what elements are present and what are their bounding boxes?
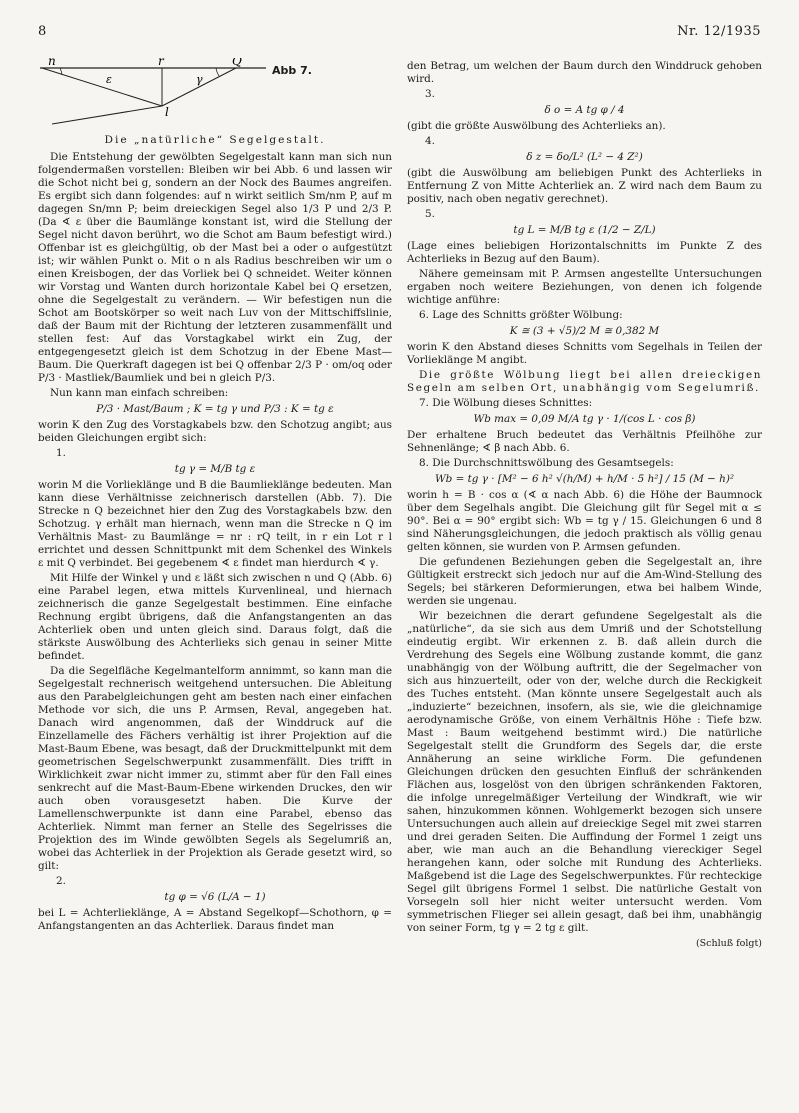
formula: tg φ = √6 (L/A − 1) <box>164 891 266 903</box>
paragraph: 6. Lage des Schnitts größter Wölbung: <box>419 309 623 321</box>
paragraph: 7. Die Wölbung dieses Schnittes: <box>419 397 593 409</box>
formula-label: 1. <box>56 447 66 459</box>
paragraph: (gibt die größte Auswölbung des Achterlieks an). <box>407 120 666 132</box>
paragraph: worin M die Vorlieklänge und B die Baumlieklänge bedeuten. Man kann diese Verhältnisse zeichnerisch darstellen (Abb. 7). Die Strecke n Q bezeichnet hier den Zug des Vorstagkabels bzw. den Schotzug. γ erhält man hiernach, wenn man die Strecke n Q im Verhältnis Mast- zu Baumlänge = nr : rQ teilt, in r ein Lot r l errichtet und dessen Schnittpunkt mit dem Schenkel des Winkels ε mit Q verbindet. Bei gegebenem ∢ ε findet man hierdurch ∢ γ. <box>38 479 392 569</box>
formula: δ o = A tg φ / 4 <box>544 104 625 116</box>
paragraph: Wir bezeichnen die derart gefundene Segelgestalt als die „natürliche“, da sie sich aus dem Umriß und der Schotstellung eindeutig ergibt. Wir erkennen z. B. daß allein durch die Verdrehung des Segels eine Wölbung zustande kommt, die ganz unabhängig von der Wölbung auftritt, die der Segelmacher von sich aus hinzuerteilt, oder von der, welche durch die Reckigkeit des Tuches entsteht. (Man könnte unsere Segelgestalt auch als „induzierte“ bezeichnen, insofern, als sie, wie die gleichnamige aerodynamische Größe, von einem Verhältnis Höhe : Tiefe bzw. Mast : Baum weitgehend bestimmt wird.) Die natürliche Segelgestalt stellt die Grundform des Segels dar, die erste Annäherung an seine wirkliche Form. Die gefundenen Gleichungen drücken den gesuchten Einfluß der schränkenden Flächen aus, losgelöst von den übrigen schränkenden Faktoren, die infolge unregelmäßiger Verteilung der Windkraft, wie wir sahen, hinzukommen können. Wohlgemerkt bezogen sich unsere Untersuchungen auch allein auf dreieckige Segel mit zwei starren und drei geraden Seiten. Die Auffindung der Formel 1 zeigt uns aber, wie man auch an die Behandlung viereckiger Segel herangehen kann, oder solche mit Rundung des Achterlieks. Maßgebend ist die Lage des Segelschwerpunktes. Für rechteckige Segel gilt übrigens Formel 1 selbst. Die natürliche Gestalt von Vorsegeln soll hier nicht weiter untersucht werden. Vom symmetrischen Flieger sei allein gesagt, daß bei ihm, unabhängig von seiner Form, tg γ = 2 tg ε gilt. <box>407 610 762 934</box>
paragraph: worin K den Zug des Vorstagkabels bzw. den Schotzug angibt; aus beiden Gleichungen ergibt sich: <box>38 419 392 444</box>
abb7-diagram <box>38 58 268 126</box>
formula: δ z = δo/L² (L² − 4 Z²) <box>526 151 643 163</box>
formula-label: 5. <box>425 208 435 220</box>
paragraph: Da die Segelfläche Kegelmantelform annimmt, so kann man die Segelgestalt rechnerisch weitgehend untersuchen. Die Ableitung aus den Parabelgleichungen geht am besten nach einer einfachen Methode vor sich, die uns P. Armsen, Reval, angegeben hat. Danach wird angenommen, daß der Winddruck auf die Einzellamelle des Fächers verhältig ist ihrer Projektion auf die Mast-Baum Ebene, was besagt, daß der Druckmittelpunkt mit dem geometrischen Segelschwerpunkt zusammenfällt. Dies trifft in Wirklichkeit zwar nicht immer zu, stimmt aber für den Fall eines senkrecht auf die Mast-Baum-Ebene wirkenden Druckes, den wir auch oben vorausgesetzt haben. Die Kurve der Lamellenschwerpunkte ist dann eine Parabel, ebenso das Achterliek. Nimmt man ferner an Stelle des Segelrisses die Projektion des im Winde gewölbten Segels als Segelumriß an, wobei das Achterliek in der Projektion als Gerade gesetzt wird, so gilt: <box>38 665 392 872</box>
formula-label: 3. <box>425 88 435 100</box>
page-number: 8 <box>38 24 47 39</box>
paragraph: Die gefundenen Beziehungen geben die Segelgestalt an, ihre Gültigkeit erstreckt sich jedoch nur auf die Am-Wind-Stellung des Segels; bei stärkeren Deformierungen, etwa bei halbem Winde, werden sie ungenau. <box>407 556 762 607</box>
paragraph: 8. Die Durchschnittswölbung des Gesamtsegels: <box>419 457 674 469</box>
point-r: r <box>158 58 164 68</box>
point-q: Q <box>232 58 242 68</box>
formula: K ≅ (3 + √5)/2 M ≅ 0,382 M <box>509 325 660 337</box>
left-column <box>38 58 392 935</box>
paragraph: worin K den Abstand dieses Schnitts vom Segelhals in Teilen der Vorlieklänge M angibt. <box>407 341 762 366</box>
angle-epsilon: ε <box>106 73 112 86</box>
formula-label: 2. <box>56 875 66 887</box>
paragraph: worin h = B · cos α (∢ α nach Abb. 6) die Höhe der Baumnock über dem Segelhals angibt. Die Gleichung gilt für Segel mit α ≤ 90°. Bei α = 90° ergibt sich: Wb = tg γ / 15. Gleichungen 6 und 8 sind Näherungsgleichungen, die jedoch praktisch als völlig genau gelten können, sie wurden von P. Armsen gefunden. <box>407 489 762 553</box>
figure-label: Abb 7. <box>272 64 312 77</box>
formula: tg γ = M/B tg ε <box>174 463 256 475</box>
formula: Wb = tg γ · [M² − 6 h² √(h/M) + h/M · 5 h²] / 15 (M − h)² <box>434 473 735 485</box>
paragraph: Der erhaltene Bruch bedeutet das Verhältnis Pfeilhöhe zur Sehnenlänge; ∢ β nach Abb. 6. <box>407 429 762 454</box>
paragraph: bei L = Achterlieklänge, A = Abstand Segelkopf—Schothorn, φ = Anfangstangenten an das Achterliek. Daraus findet man <box>38 907 392 932</box>
angle-gamma: γ <box>196 73 203 86</box>
figure-abb7 <box>38 58 392 128</box>
point-n: n <box>48 58 56 68</box>
issue-number: Nr. 12/1935 <box>677 24 761 39</box>
paragraph: Die größte Wölbung liegt bei allen dreieckigen Segeln am selben Ort, unabhängig vom Segelumriß. <box>407 369 762 394</box>
formula: P/3 · Mast/Baum ; K = tg γ und P/3 : K = tg ε <box>96 403 334 415</box>
formula: Wb max = 0,09 M/A tg γ · 1/(cos L · cos β) <box>473 413 696 425</box>
paragraph: den Betrag, um welchen der Baum durch den Winddruck gehoben wird. <box>407 60 762 85</box>
paragraph: Mit Hilfe der Winkel γ und ε läßt sich zwischen n und Q (Abb. 6) eine Parabel legen, etwa mittels Kurvenlineal, und hiernach zeichnerisch die ganze Segelgestalt bestimmen. Eine einfache Rechnung ergibt übrigens, daß die Anfangstangenten an das Achterliek oben und unten gleich sind. Daraus folgt, daß die stärkste Auswölbung des Achterlieks sich genau in seiner Mitte befindet. <box>38 572 392 662</box>
figure-caption: Die „natürliche“ Segelgestalt. <box>104 134 326 146</box>
paragraph: Nun kann man einfach schreiben: <box>50 387 229 399</box>
point-l: l <box>165 105 169 119</box>
paragraph: (gibt die Auswölbung am beliebigen Punkt des Achterlieks in Entfernung Z von Mitte Achterliek an. Z wird nach dem Baum zu positiv, nach oben negativ gerechnet). <box>407 167 762 205</box>
paragraph: (Lage eines beliebigen Horizontalschnitts im Punkte Z des Achterlieks in Bezug auf den Baum). <box>407 240 762 265</box>
right-column <box>407 60 762 950</box>
formula: tg L = M/B tg ε (1/2 − Z/L) <box>513 224 656 236</box>
paragraph: Die Entstehung der gewölbten Segelgestalt kann man sich nun folgendermaßen vorstellen: Bleiben wir bei Abb. 6 und lassen wir die Schot nicht bei g, sondern an der Nock des Baumes angreifen. Es ergibt sich dann folgendes: auf n wirkt seitlich Sm/nm P, auf m dagegen Sn/mn P; beim dreieckigen Segel also 1/3 P und 2/3 P. (Da ∢ ε über die Baumlänge konstant ist, wird die Stellung der Segel nicht davon berührt, wo die Schot am Baum befestigt wird.) Offenbar ist es gleichgültig, ob der Mast bei a oder o aufgestützt ist; wir wählen Punkt o. Mit o n als Radius beschreiben wir um o einen Kreisbogen, der das Vorliek bei Q schneidet. Weiter können wir Vorstag und Wanten durch horizontale Kabel bei Q ersetzen, ohne die Segelgestalt zu verändern. — Wir befestigen nun die Schot am Bootskörper so weit nach Luv von der Mittschiffslinie, daß der Baum mit der Richtung der letzteren zusammenfällt und stellen fest: Auf das Vorstagkabel wirkt ein Zug, der entgegengesetzt gleich ist dem Schotzug in der Ebene Mast—Baum. Die Querkraft dagegen ist bei Q offenbar 2/3 P · om/oq oder P/3 · Mastliek/Baumliek und bei n gleich P/3. <box>38 151 392 384</box>
paragraph: Nähere gemeinsam mit P. Armsen angestellte Untersuchungen ergaben noch weitere Beziehungen, von denen ich folgende wichtige anführe: <box>407 268 762 306</box>
continued-note: (Schluß folgt) <box>695 938 762 949</box>
formula-label: 4. <box>425 135 435 147</box>
